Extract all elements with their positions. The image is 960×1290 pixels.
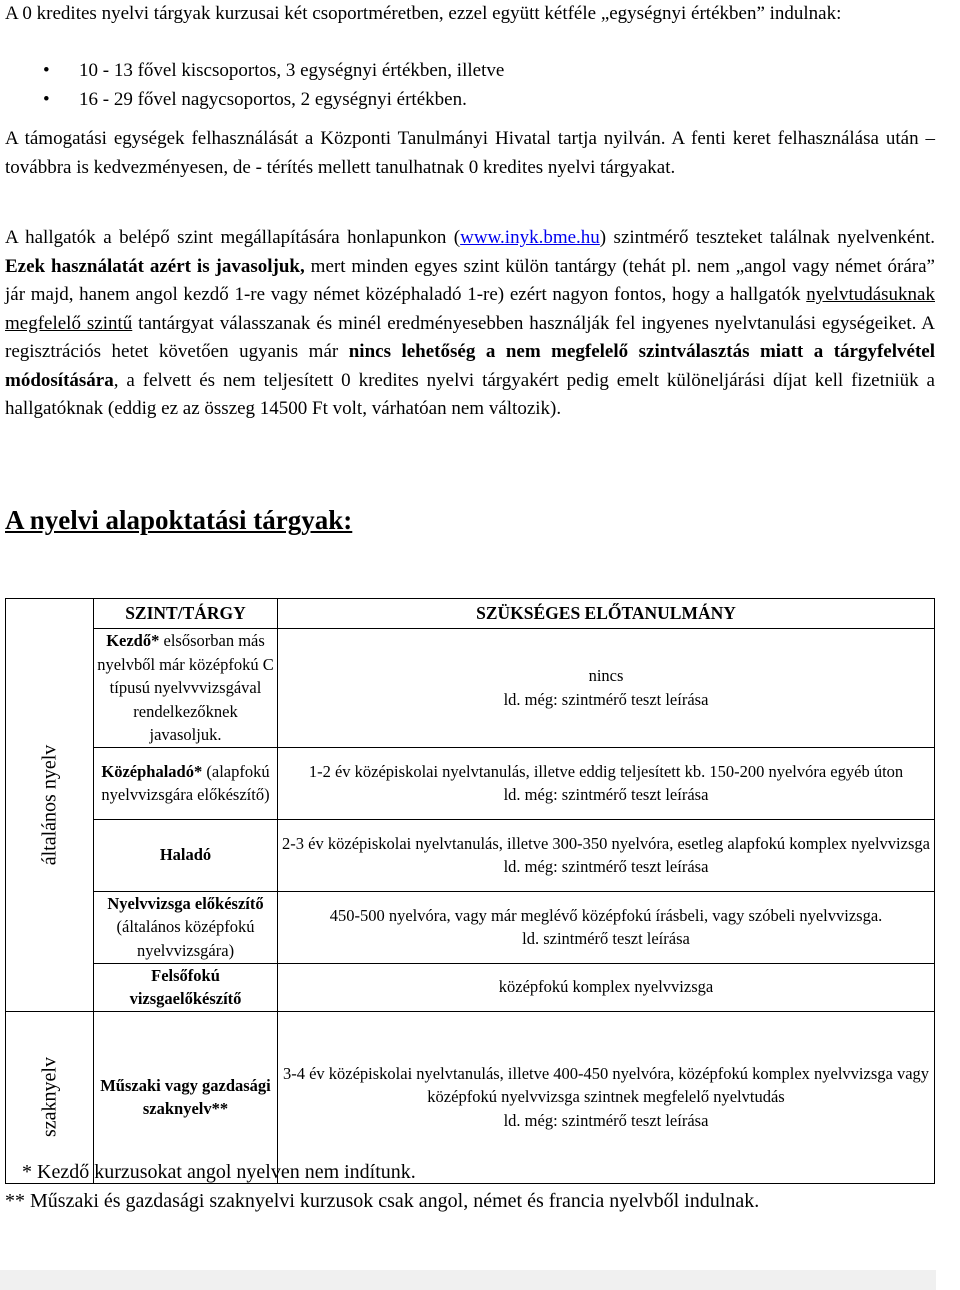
website-link[interactable]: www.inyk.bme.hu (460, 227, 600, 248)
table-header-row (6, 599, 935, 629)
list-item: • 10 - 13 fővel kiscsoportos, 3 egységnyi értékben, illetve (5, 57, 935, 86)
intro-paragraph: A 0 kredites nyelvi tárgyak kurzusai két csoportméretben, ezzel együtt kétféle „egységnyi értékben” indulnak: (5, 3, 842, 24)
prerequisite-cell: 2-3 év középiskolai nyelvtanulás, illetve 300-350 nyelvóra, esetleg alapfokú komplex nyelvvizsga ld. még: szintmérő teszt leírása (278, 819, 935, 891)
level-cell: Nyelvvizsga előkészítő (általános középfokú nyelvvizsgára) (94, 891, 278, 963)
prerequisite-cell: 1-2 év középiskolai nyelvtanulás, illetve eddig teljesített kb. 150-200 nyelvóra egyéb úton ld. még: szintmérő teszt leírása (278, 747, 935, 819)
group-size-list (5, 57, 935, 114)
level-cell: Felsőfokú vizsgaelőkészítő (94, 963, 278, 1011)
level-cell: Haladó (94, 819, 278, 891)
bullet-icon: • (43, 88, 50, 110)
prerequisite-cell: középfokú komplex nyelvvizsga (278, 963, 935, 1011)
prerequisite-cell: 3-4 év középiskolai nyelvtanulás, illetve 400-450 nyelvóra, középfokú komplex nyelvvizsga vagy középfokú nyelvvizsga szintnek megfelelő nyelvtudás ld. még: szintmérő teszt leírása (278, 1011, 935, 1183)
placement-test-paragraph: A hallgatók a belépő szint megállapítására honlapunkon (www.inyk.bme.hu) szintmérő teszteket találnak nyelvenként. Ezek használatát azért is javasoljuk, mert minden egyes szint külön tantárgy (tehát pl. nem „angol vagy német órára” jár majd, hanem angol kezdő 1-re vagy német középhaladó 1-re) ezért nagyon fontos, hogy a hallgatók nyelvtudásuknak megfelelő szintű tantárgyat válasszanak és minél eredményesebben használják fel ingyenes nyelvtanulási egységeiket. A regisztrációs hetet követően ugyanis már nincs lehetőség a nem megfelelő szintválasztás miatt a tárgyfelvétel módosítására, a felvett és nem teljesített 0 kredites nyelvi tárgyakért pedig emelt különeljárási díjat kell fizetniük a hallgatóknak (eddig ez az összeg 14500 Ft volt, várhatóan nem változik). (5, 227, 935, 419)
table-row (6, 819, 935, 891)
page-bottom-strip (0, 1270, 936, 1290)
list-item: • 16 - 29 fővel nagycsoportos, 2 egységnyi értékben. (5, 86, 935, 115)
prerequisite-cell: 450-500 nyelvóra, vagy már meglévő középfokú írásbeli, vagy szóbeli nyelvvizsga. ld. szintmérő teszt leírása (278, 891, 935, 963)
footnote-1: * Kezdő kurzusokat angol nyelven nem indítunk. (22, 1161, 416, 1183)
general-language-group-cell (6, 599, 94, 1012)
language-courses-table (5, 598, 935, 1184)
support-units-paragraph: A támogatási egységek felhasználását a Központi Tanulmányi Hivatal tartja nyilván. A fenti keret felhasználása után – továbbra is kedvezményesen, de - térítés mellett tanulhatnak 0 kredites nyelvi tárgyakat. (5, 128, 935, 178)
table-row (6, 747, 935, 819)
level-cell: Műszaki vagy gazdasági szaknyelv** (94, 1011, 278, 1183)
level-header: SZINT/TÁRGY (94, 599, 278, 629)
level-cell: Kezdő* elsősorban más nyelvből már középfokú C típusú nyelvvvizsgával rendelkezőknek javasoljuk. (94, 629, 278, 748)
footnotes (5, 1158, 759, 1216)
table-row (6, 629, 935, 748)
section-title: A nyelvi alapoktatási tárgyak: (5, 505, 353, 535)
table-row (6, 963, 935, 1011)
table-row (6, 891, 935, 963)
prerequisite-cell: nincs ld. még: szintmérő teszt leírása (278, 629, 935, 748)
general-language-label: általános nyelv (37, 744, 60, 866)
technical-language-label: szaknyelv (37, 1057, 60, 1137)
bullet-icon: • (43, 60, 50, 81)
footnote-2: ** Műszaki és gazdasági szaknyelvi kurzusok csak angol, német és francia nyelvből indulnak. (5, 1190, 760, 1212)
level-cell: Középhaladó* (alapfokú nyelvvizsgára előkészítő) (94, 747, 278, 819)
prerequisite-header: SZÜKSÉGES ELŐTANULMÁNY (278, 599, 935, 629)
